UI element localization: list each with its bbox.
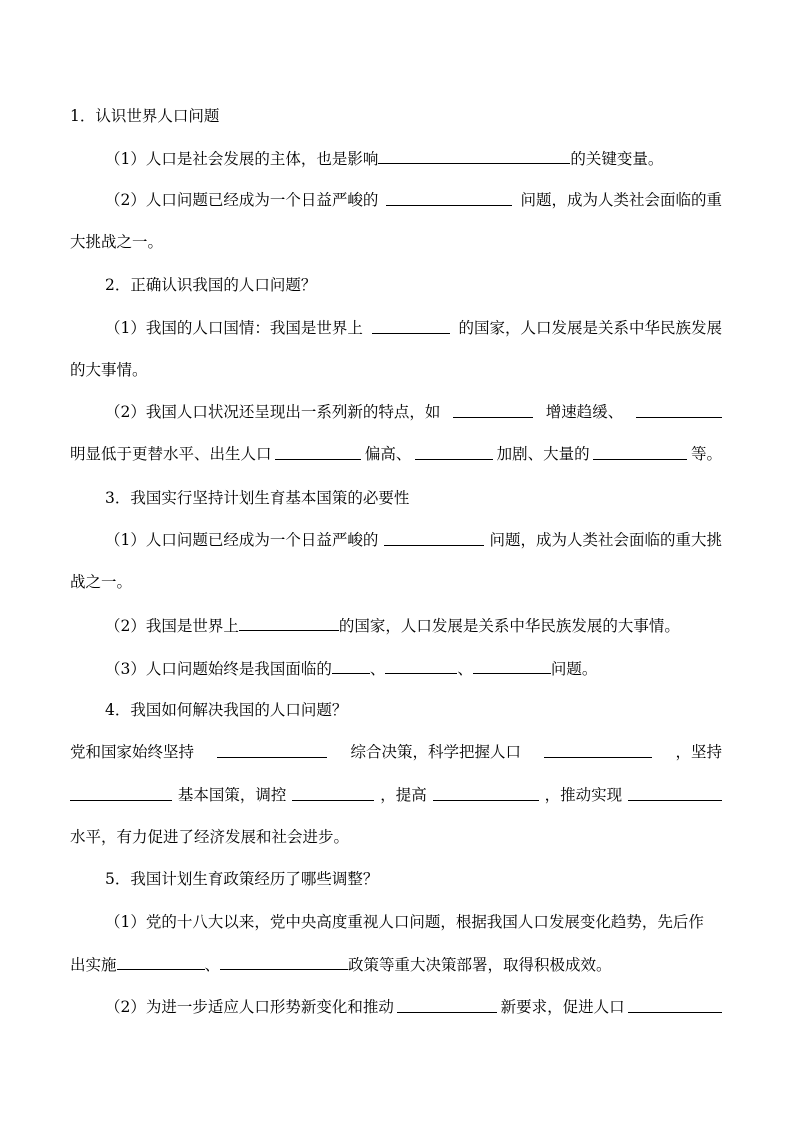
text: 基本国策，调控 (177, 786, 287, 804)
blank-input[interactable] (239, 613, 339, 631)
q4-l2 (70, 783, 722, 807)
text: 问题，成为人类社会面临的重大挑 (489, 531, 722, 549)
text: （2）人口问题已经成为一个日益严峻的 (105, 191, 379, 209)
q2-p2 (105, 400, 722, 424)
q2-p1 (105, 316, 722, 340)
q5-p2 (105, 995, 722, 1019)
text: ，提高 (380, 786, 427, 804)
q4-l1 (70, 740, 722, 764)
q1-p2 (105, 188, 722, 212)
q3-p1-cont: 战之一。 (70, 573, 133, 591)
text: （1）人口是社会发展的主体，也是影响 (105, 150, 379, 168)
q5-title: 5．我国计划生育政策经历了哪些调整？ (105, 870, 379, 888)
text: ，推动实现 (544, 786, 623, 804)
text: 的国家，人口发展是关系中华民族发展的大事情。 (338, 617, 680, 635)
text: （2）我国人口状况还呈现出一系列新的特点，如 (105, 403, 441, 421)
text: （2）为进一步适应人口形势新变化和推动 (105, 998, 394, 1016)
text: 、 (457, 660, 473, 678)
blank-input[interactable] (117, 952, 205, 970)
q4-title: 4．我国如何解决我国的人口问题？ (105, 701, 348, 719)
blank-input[interactable] (544, 740, 652, 758)
text: （2）我国是世界上 (105, 617, 239, 635)
blank-input[interactable] (332, 656, 370, 674)
q2-title: 2．正确认识我国的人口问题？ (105, 276, 317, 294)
blank-input[interactable] (70, 783, 172, 801)
q3-p3 (105, 656, 722, 680)
blank-input[interactable] (397, 995, 497, 1013)
text: 等。 (690, 445, 722, 463)
text: 综合决策，科学把握人口 (350, 743, 521, 761)
text: 加剧、大量的 (496, 445, 590, 463)
blank-input[interactable] (593, 442, 687, 460)
text: 偏高、 (364, 445, 412, 463)
blank-input[interactable] (384, 528, 484, 546)
blank-input[interactable] (385, 656, 457, 674)
text: 出实施 (70, 956, 117, 974)
blank-input[interactable] (628, 995, 722, 1013)
blank-input[interactable] (433, 783, 539, 801)
blank-input[interactable] (386, 188, 512, 206)
text: 、 (204, 956, 221, 974)
blank-input[interactable] (372, 316, 450, 334)
q3-p2 (105, 613, 722, 637)
text: 问题。 (550, 660, 598, 678)
q3-p1 (105, 528, 722, 552)
blank-input[interactable] (275, 442, 361, 460)
text: ，坚持 (675, 743, 722, 761)
blank-input[interactable] (217, 740, 327, 758)
blank-input[interactable] (378, 146, 570, 164)
text: （3）人口问题始终是我国面临的 (105, 660, 332, 678)
q1-p2-cont: 大挑战之一。 (70, 233, 164, 251)
text: 政策等重大决策部署，取得积极成效。 (348, 956, 612, 974)
text: 的国家，人口发展是关系中华民族发展 (458, 319, 722, 337)
blank-input[interactable] (220, 952, 348, 970)
q4-l3: 水平，有力促进了经济发展和社会进步。 (70, 828, 350, 846)
blank-input[interactable] (292, 783, 374, 801)
blank-input[interactable] (453, 400, 533, 418)
text: （1）我国的人口国情：我国是世界上 (105, 319, 363, 337)
q1-title: 1．认识世界人口问题 (70, 107, 220, 125)
blank-input[interactable] (473, 656, 551, 674)
q2-p2-cont (70, 442, 722, 466)
text: （1）人口问题已经成为一个日益严峻的 (105, 531, 379, 549)
q1-p1 (105, 146, 722, 170)
q3-title: 3．我国实行坚持计划生育基本国策的必要性 (105, 489, 410, 507)
q5-p1-cont (70, 952, 722, 976)
text: 、 (369, 660, 386, 678)
text: 新要求，促进人口 (500, 998, 625, 1016)
q2-p1-cont: 的大事情。 (70, 361, 148, 379)
q5-p1: （1）党的十八大以来，党中央高度重视人口问题，根据我国人口发展变化趋势，先后作 (105, 913, 704, 931)
text: 的关键变量。 (570, 150, 664, 168)
text: 明显低于更替水平、出生人口 (70, 445, 272, 463)
text: 增速趋缓、 (545, 403, 624, 421)
text: 党和国家始终坚持 (70, 743, 195, 761)
text: 问题，成为人类社会面临的重 (520, 191, 722, 209)
blank-input[interactable] (628, 783, 722, 801)
blank-input[interactable] (636, 400, 722, 418)
blank-input[interactable] (415, 442, 493, 460)
